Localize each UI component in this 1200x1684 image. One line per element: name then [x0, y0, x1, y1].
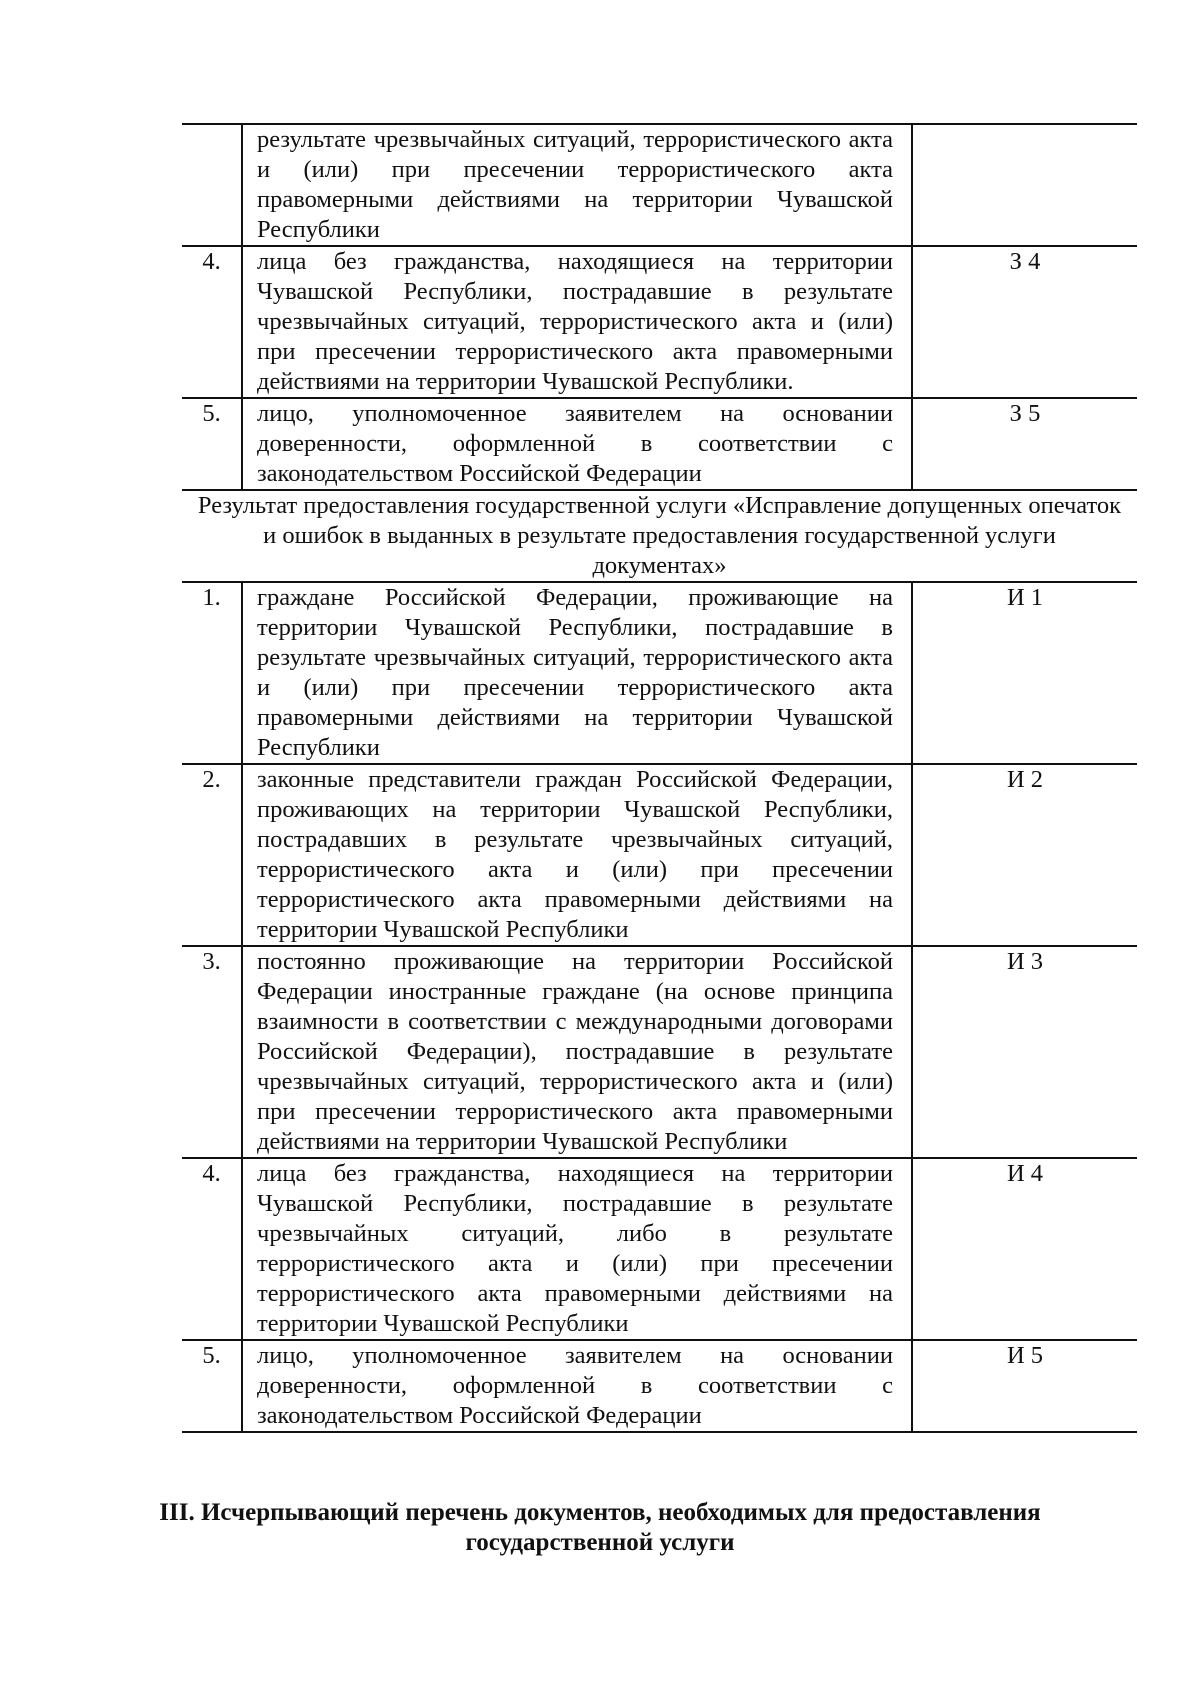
table-row: [182, 582, 1137, 764]
table-row: [182, 398, 1137, 490]
row-text: законные представители граждан Российской Федерации, проживающих на территории Чувашской Республики, пострадавших в результате чрезвычайных ситуаций, террористического акта и (или) при пресечении террористического акта правомерными действиями на территории Чувашской Республики: [242, 764, 912, 946]
section-title: III. Исчерпывающий перечень документов, необходимых для предоставления государственной услуги: [159, 1499, 1041, 1556]
row-text: лица без гражданства, находящиеся на территории Чувашской Республики, пострадавшие в результате чрезвычайных ситуаций, либо в результате террористического акта и (или) при пресечении террористического акта правомерными действиями на территории Чувашской Республики: [242, 1158, 912, 1340]
table-row: [182, 124, 1137, 246]
row-number: 4.: [182, 246, 242, 398]
row-code: З 4: [912, 246, 1137, 398]
table-group-heading-row: [182, 490, 1137, 582]
row-number: 1.: [182, 582, 242, 764]
table-row: [182, 764, 1137, 946]
row-text: лицо, уполномоченное заявителем на основании доверенности, оформленной в соответствии с законодательством Российской Федерации: [242, 398, 912, 490]
row-number: 2.: [182, 764, 242, 946]
row-text: постоянно проживающие на территории Российской Федерации иностранные граждане (на основе принципа взаимности в соответствии с международными договорами Российской Федерации), пострадавшие в результате чрезвычайных ситуаций, террористического акта и (или) при пресечении террористического акта правомерными действиями на территории Чувашской Республики: [242, 946, 912, 1158]
row-code: З 5: [912, 398, 1137, 490]
row-code: [912, 124, 1137, 246]
row-number: 4.: [182, 1158, 242, 1340]
row-number: [182, 124, 242, 246]
row-number: 3.: [182, 946, 242, 1158]
row-number: 5.: [182, 398, 242, 490]
applicants-table: [182, 123, 1137, 1433]
row-text: результате чрезвычайных ситуаций, террористического акта и (или) при пресечении террористического акта правомерными действиями на территории Чувашской Республики: [242, 124, 912, 246]
table-row: [182, 246, 1137, 398]
table-row: [182, 1340, 1137, 1432]
row-number: 5.: [182, 1340, 242, 1432]
row-code: И 4: [912, 1158, 1137, 1340]
row-code: И 2: [912, 764, 1137, 946]
row-code: И 3: [912, 946, 1137, 1158]
row-code: И 5: [912, 1340, 1137, 1432]
row-text: лица без гражданства, находящиеся на территории Чувашской Республики, пострадавшие в результате чрезвычайных ситуаций, террористического акта и (или) при пресечении террористического акта правомерными действиями на территории Чувашской Республики.: [242, 246, 912, 398]
row-code: И 1: [912, 582, 1137, 764]
row-text: граждане Российской Федерации, проживающие на территории Чувашской Республики, пострадавшие в результате чрезвычайных ситуаций, террористического акта и (или) при пресечении террористического акта правомерными действиями на территории Чувашской Республики: [242, 582, 912, 764]
table-row: [182, 946, 1137, 1158]
table-row: [182, 1158, 1137, 1340]
row-text: лицо, уполномоченное заявителем на основании доверенности, оформленной в соответствии с законодательством Российской Федерации: [242, 1340, 912, 1432]
group-heading: Результат предоставления государственной услуги «Исправление допущенных опечаток и ошибок в выданных в результате предоставления государственной услуги документах»: [182, 490, 1137, 582]
